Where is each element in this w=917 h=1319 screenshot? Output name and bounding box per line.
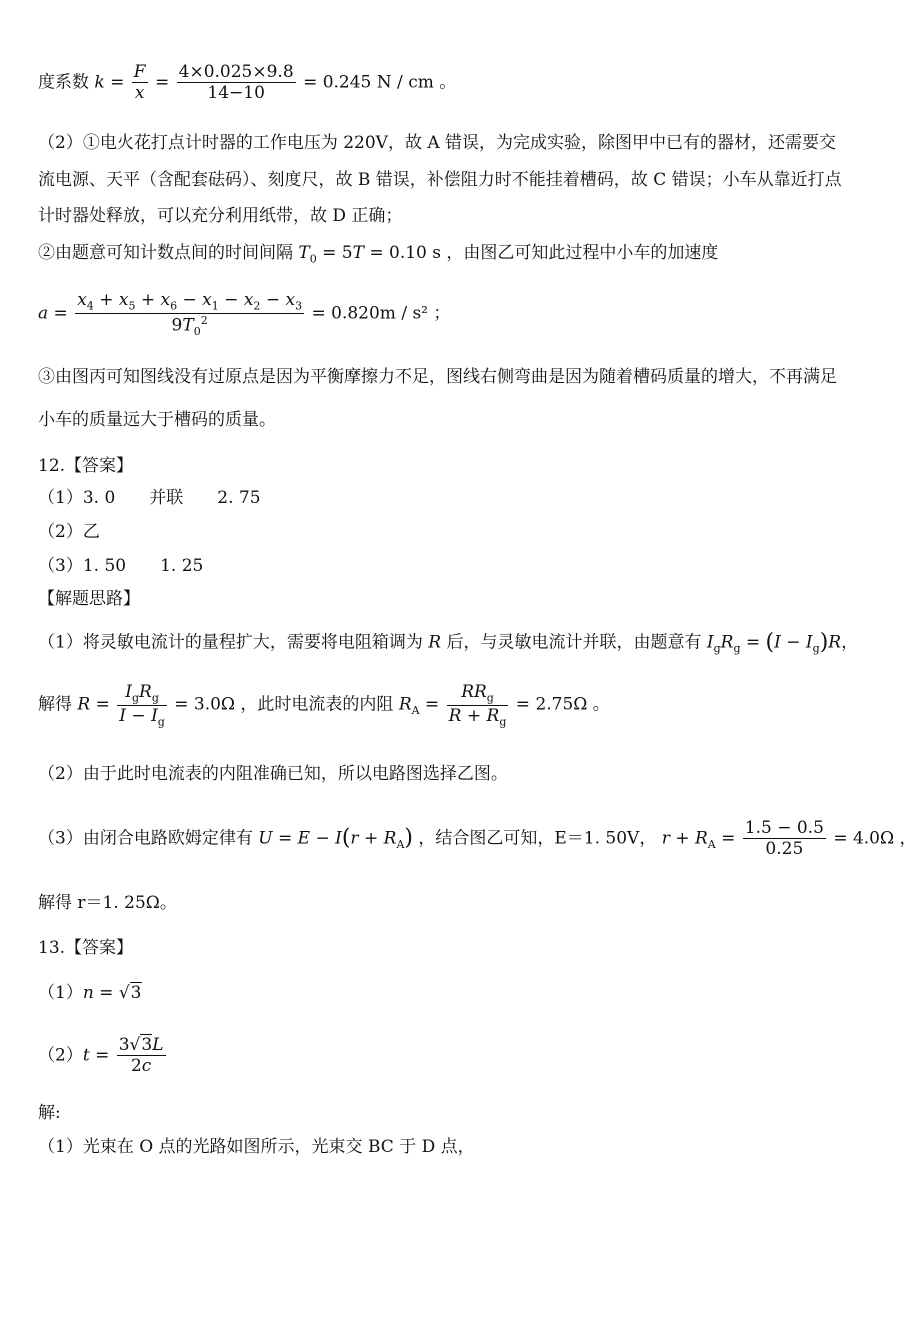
q12-solution-heading: 【解题思路】 [38, 589, 140, 609]
para2-line2: 流电源、天平（含配套砝码）、刻度尺，故 B 错误，补偿阻力时不能挂着槽码，故 C 错误；小车从靠近打点 [38, 170, 842, 190]
q12-solution-line4: （3）由闭合电路欧姆定律有 $U = E - I(r + R_A)$ ，结合图乙可知，E＝1. 50V， $r + R_A$ = $\frac{1.5 - 0.5}{0.25}$ = 4.0Ω ， [38, 818, 917, 860]
q13-title: 13.【答案】 [38, 938, 134, 958]
q12-answer2: （2）乙 [38, 522, 100, 542]
q12-answer3: （3）1. 50 1. 25 [38, 556, 204, 576]
numeric-fraction: $\frac{4\times 0.025\times 9.8}{14-10}$ [178, 62, 294, 104]
q13-solution-line1: （1）光束在 O 点的光路如图所示，光束交 BC 于 D 点， [38, 1137, 475, 1157]
result-text: = 0.245 N / cm 。 [303, 72, 457, 93]
q12-solution-line5: 解得 r＝1. 25Ω。 [38, 893, 177, 913]
q12-title: 12.【答案】 [38, 456, 134, 476]
para2-line3: 计时器处释放，可以充分利用纸带，故 D 正确； [38, 206, 403, 226]
para5-line2: 小车的质量远大于槽码的质量。 [38, 410, 276, 430]
para5-line1: ③由图丙可知图线没有过原点是因为平衡摩擦力不足，图线右侧弯曲是因为随着槽码质量的增大，不再满足 [38, 367, 837, 387]
acceleration-formula: a = $\frac{x_4 + x_5 + x_6 - x_1 - x_2 - x_3}{9T_0^2}$ = 0.820m / s² ； [38, 290, 451, 338]
q13-answer2: （2）t = $\frac{3√3L}{2c}$ [38, 1035, 164, 1077]
q13-solution-heading: 解: [38, 1103, 61, 1123]
q12-solution-line2: 解得 R = $\frac{I_gR_g}{I - I_g}$ = 3.0Ω ，此时电流表的内阻 $R_A$ = $\frac{RR_g}{R + R_g}$ = 2.75Ω 。 [38, 682, 610, 728]
q13-answer1: （1）n = √3 [38, 983, 142, 1003]
para3-line: ②由题意可知计数点间的时间间隔 $T_0 = 5T = 0.10$ s ，由图乙可知此过程中小车的加速度 [38, 243, 719, 266]
spring-constant-line: 度系数 k = $\frac{F}{x}$ = $\frac{4\times 0.025\times 9.8}{14-10}$ = 0.245 N / cm 。 [38, 62, 457, 104]
f-over-x: $\frac{F}{x}$ [133, 62, 146, 104]
q12-answer1: （1）3. 0 并联 2. 75 [38, 488, 261, 508]
para2-line1: （2）①电火花打点计时器的工作电压为 220V，故 A 错误，为完成实验，除图甲中已有的器材，还需要交 [38, 133, 837, 153]
prefix-text: 度系数 [38, 72, 89, 93]
q12-solution-line3: （2）由于此时电流表的内阻准确已知，所以电路图选择乙图。 [38, 764, 508, 784]
q12-solution-line1: （1）将灵敏电流计的量程扩大，需要将电阻箱调为 R 后，与灵敏电流计并联，由题意有 $I_gR_g = (I - I_g)R$， [38, 630, 859, 656]
